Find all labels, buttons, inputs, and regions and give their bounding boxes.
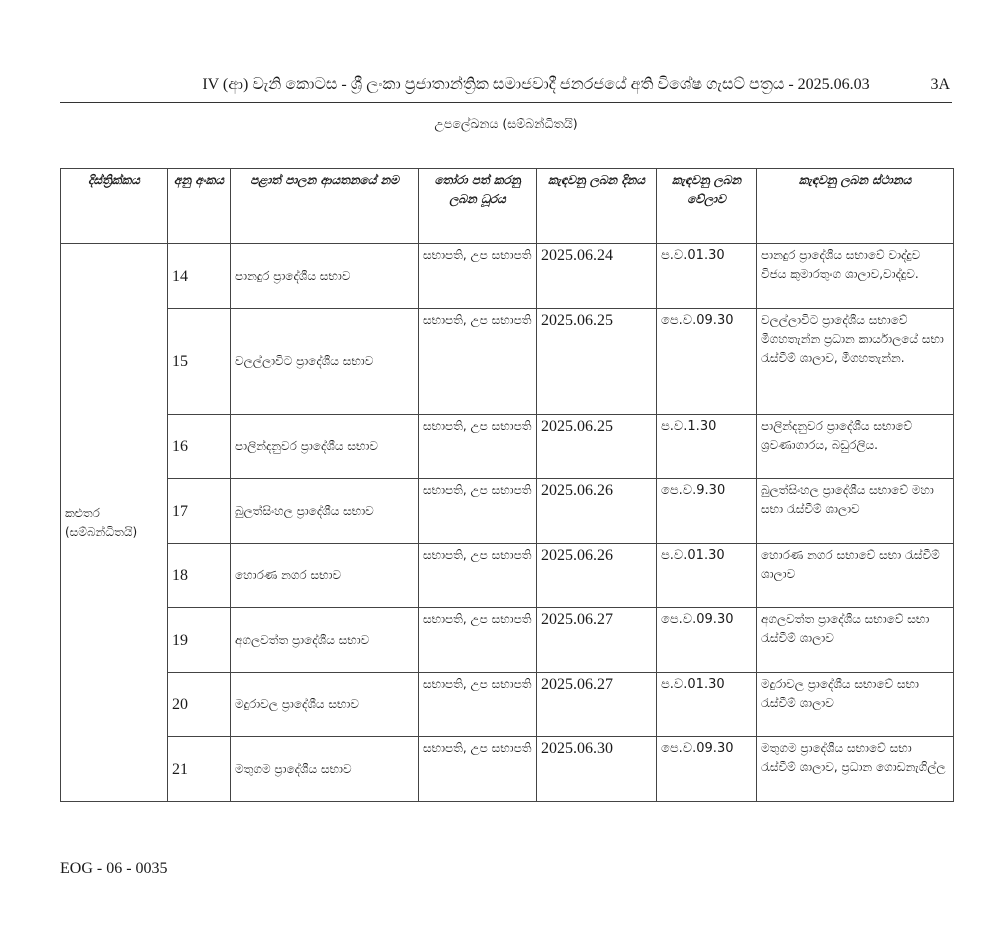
date-cell: 2025.06.25: [537, 415, 657, 479]
position-cell: සභාපති, උප සභාපති: [419, 673, 537, 737]
date-cell: 2025.06.26: [537, 544, 657, 608]
header-venue: කැඳවනු ලබන ස්ථානය: [757, 169, 954, 244]
authority-cell: පානදුර ප්‍රාදේශීය සභාව: [231, 244, 419, 309]
page-number: 3A: [930, 76, 950, 93]
table-header-row: [61, 169, 954, 244]
schedule-subtitle: උපලේඛනය (සම්බන්ධිතයි): [434, 116, 578, 131]
position-cell: සභාපති, උප සභාපති: [419, 479, 537, 544]
time-cell: ප.ව.1.30: [657, 415, 757, 479]
date-cell: 2025.06.24: [537, 244, 657, 309]
position-cell: සභාපති, උප සභාපති: [419, 309, 537, 415]
authority-cell: මදුරාවල ප්‍රාදේශීය සභාව: [231, 673, 419, 737]
gazette-header-title: IV (ආ) වැනි කොටස - ශ්‍රී ලංකා ප්‍රජාතාන්ත්‍රික සමාජවාදී ජනරජයේ අති විශේෂ ගැසට් පත්‍රය - 2025.06.03: [202, 76, 870, 93]
serial-cell: 18: [168, 544, 231, 608]
position-cell: සභාපති, උප සභාපති: [419, 737, 537, 802]
time-cell: ප.ව.01.30: [657, 244, 757, 309]
authority-cell: වලල්ලාවිට ප්‍රාදේශීය සභාව: [231, 309, 419, 415]
date-cell: 2025.06.30: [537, 737, 657, 802]
table-row: [61, 544, 954, 608]
position-cell: සභාපති, උප සභාපති: [419, 544, 537, 608]
table-row: [61, 415, 954, 479]
table-row: [61, 309, 954, 415]
time-cell: ප.ව.01.30: [657, 544, 757, 608]
header-serial: අනු අංකය: [168, 169, 231, 244]
serial-cell: 21: [168, 737, 231, 802]
table-row: [61, 244, 954, 309]
position-cell: සභාපති, උප සභාපති: [419, 415, 537, 479]
serial-cell: 16: [168, 415, 231, 479]
serial-cell: 19: [168, 608, 231, 673]
time-cell: පෙ.ව.9.30: [657, 479, 757, 544]
serial-cell: 15: [168, 309, 231, 415]
serial-cell: 17: [168, 479, 231, 544]
page-header: [60, 70, 952, 103]
venue-cell: පාලින්දනුවර ප්‍රාදේශීය සභාවේ ශ්‍රවණාගාරය, බඩුරලිය.: [757, 415, 954, 479]
serial-cell: 20: [168, 673, 231, 737]
date-cell: 2025.06.26: [537, 479, 657, 544]
serial-cell: 14: [168, 244, 231, 309]
table-row: [61, 737, 954, 802]
time-cell: පෙ.ව.09.30: [657, 608, 757, 673]
venue-cell: අගලවත්ත ප්‍රාදේශීය සභාවේ සභා රැස්වීම් ශාලාව: [757, 608, 954, 673]
authority-cell: මතුගම ප්‍රාදේශීය සභාව: [231, 737, 419, 802]
date-cell: 2025.06.27: [537, 673, 657, 737]
venue-cell: බුලත්සිංහල ප්‍රාදේශීය සභාවේ මහා සභා රැස්වීම් ශාලාව: [757, 479, 954, 544]
table-row: [61, 479, 954, 544]
time-cell: පෙ.ව.09.30: [657, 737, 757, 802]
authority-cell: බුලත්සිංහල ප්‍රාදේශීය සභාව: [231, 479, 419, 544]
venue-cell: හොරණ නගර සභාවේ සභා රැස්වීම් ශාලාව: [757, 544, 954, 608]
table-row: [61, 608, 954, 673]
authority-cell: හොරණ නගර සභාව: [231, 544, 419, 608]
table-row: [61, 673, 954, 737]
district-cell: කළුතර (සම්බන්ධිතයි): [61, 244, 168, 802]
venue-cell: මදුරාවල ප්‍රාදේශීය සභාවේ සභා රැස්වීම් ශාලාව: [757, 673, 954, 737]
document-code: EOG - 06 - 0035: [60, 860, 168, 877]
date-cell: 2025.06.27: [537, 608, 657, 673]
header-time: කැඳවනු ලබන වේලාව: [657, 169, 757, 244]
authority-cell: පාලින්දනුවර ප්‍රාදේශීය සභාව: [231, 415, 419, 479]
schedule-table: [60, 168, 954, 802]
venue-cell: පානදුර ප්‍රාදේශීය සභාවේ වාද්දුව විජය කුමාරතුංග ශාලාව,වාද්දුව.: [757, 244, 954, 309]
header-position: තෝරා පත් කරනු ලබන ධූරය: [419, 169, 537, 244]
header-local-authority: පළාත් පාලන ආයතනයේ නම: [231, 169, 419, 244]
position-cell: සභාපති, උප සභාපති: [419, 608, 537, 673]
authority-cell: අගලවත්ත ප්‍රාදේශීය සභාව: [231, 608, 419, 673]
venue-cell: වලල්ලාවිට ප්‍රාදේශීය සභාවේ මීගහතැන්න ප්‍රධාන කාර්යාලයේ සභා රැස්වීම් ශාලාව, මීගහතැන්න.: [757, 309, 954, 415]
time-cell: ප.ව.01.30: [657, 673, 757, 737]
header-date: කැඳවනු ලබන දිනය: [537, 169, 657, 244]
venue-cell: මතුගම ප්‍රාදේශීය සභාවේ සභා රැස්වීම් ශාලාව, ප්‍රධාන ගොඩනැගිල්ල: [757, 737, 954, 802]
time-cell: පෙ.ව.09.30: [657, 309, 757, 415]
position-cell: සභාපති, උප සභාපති: [419, 244, 537, 309]
date-cell: 2025.06.25: [537, 309, 657, 415]
header-district: දිස්ත්‍රික්කය: [61, 169, 168, 244]
